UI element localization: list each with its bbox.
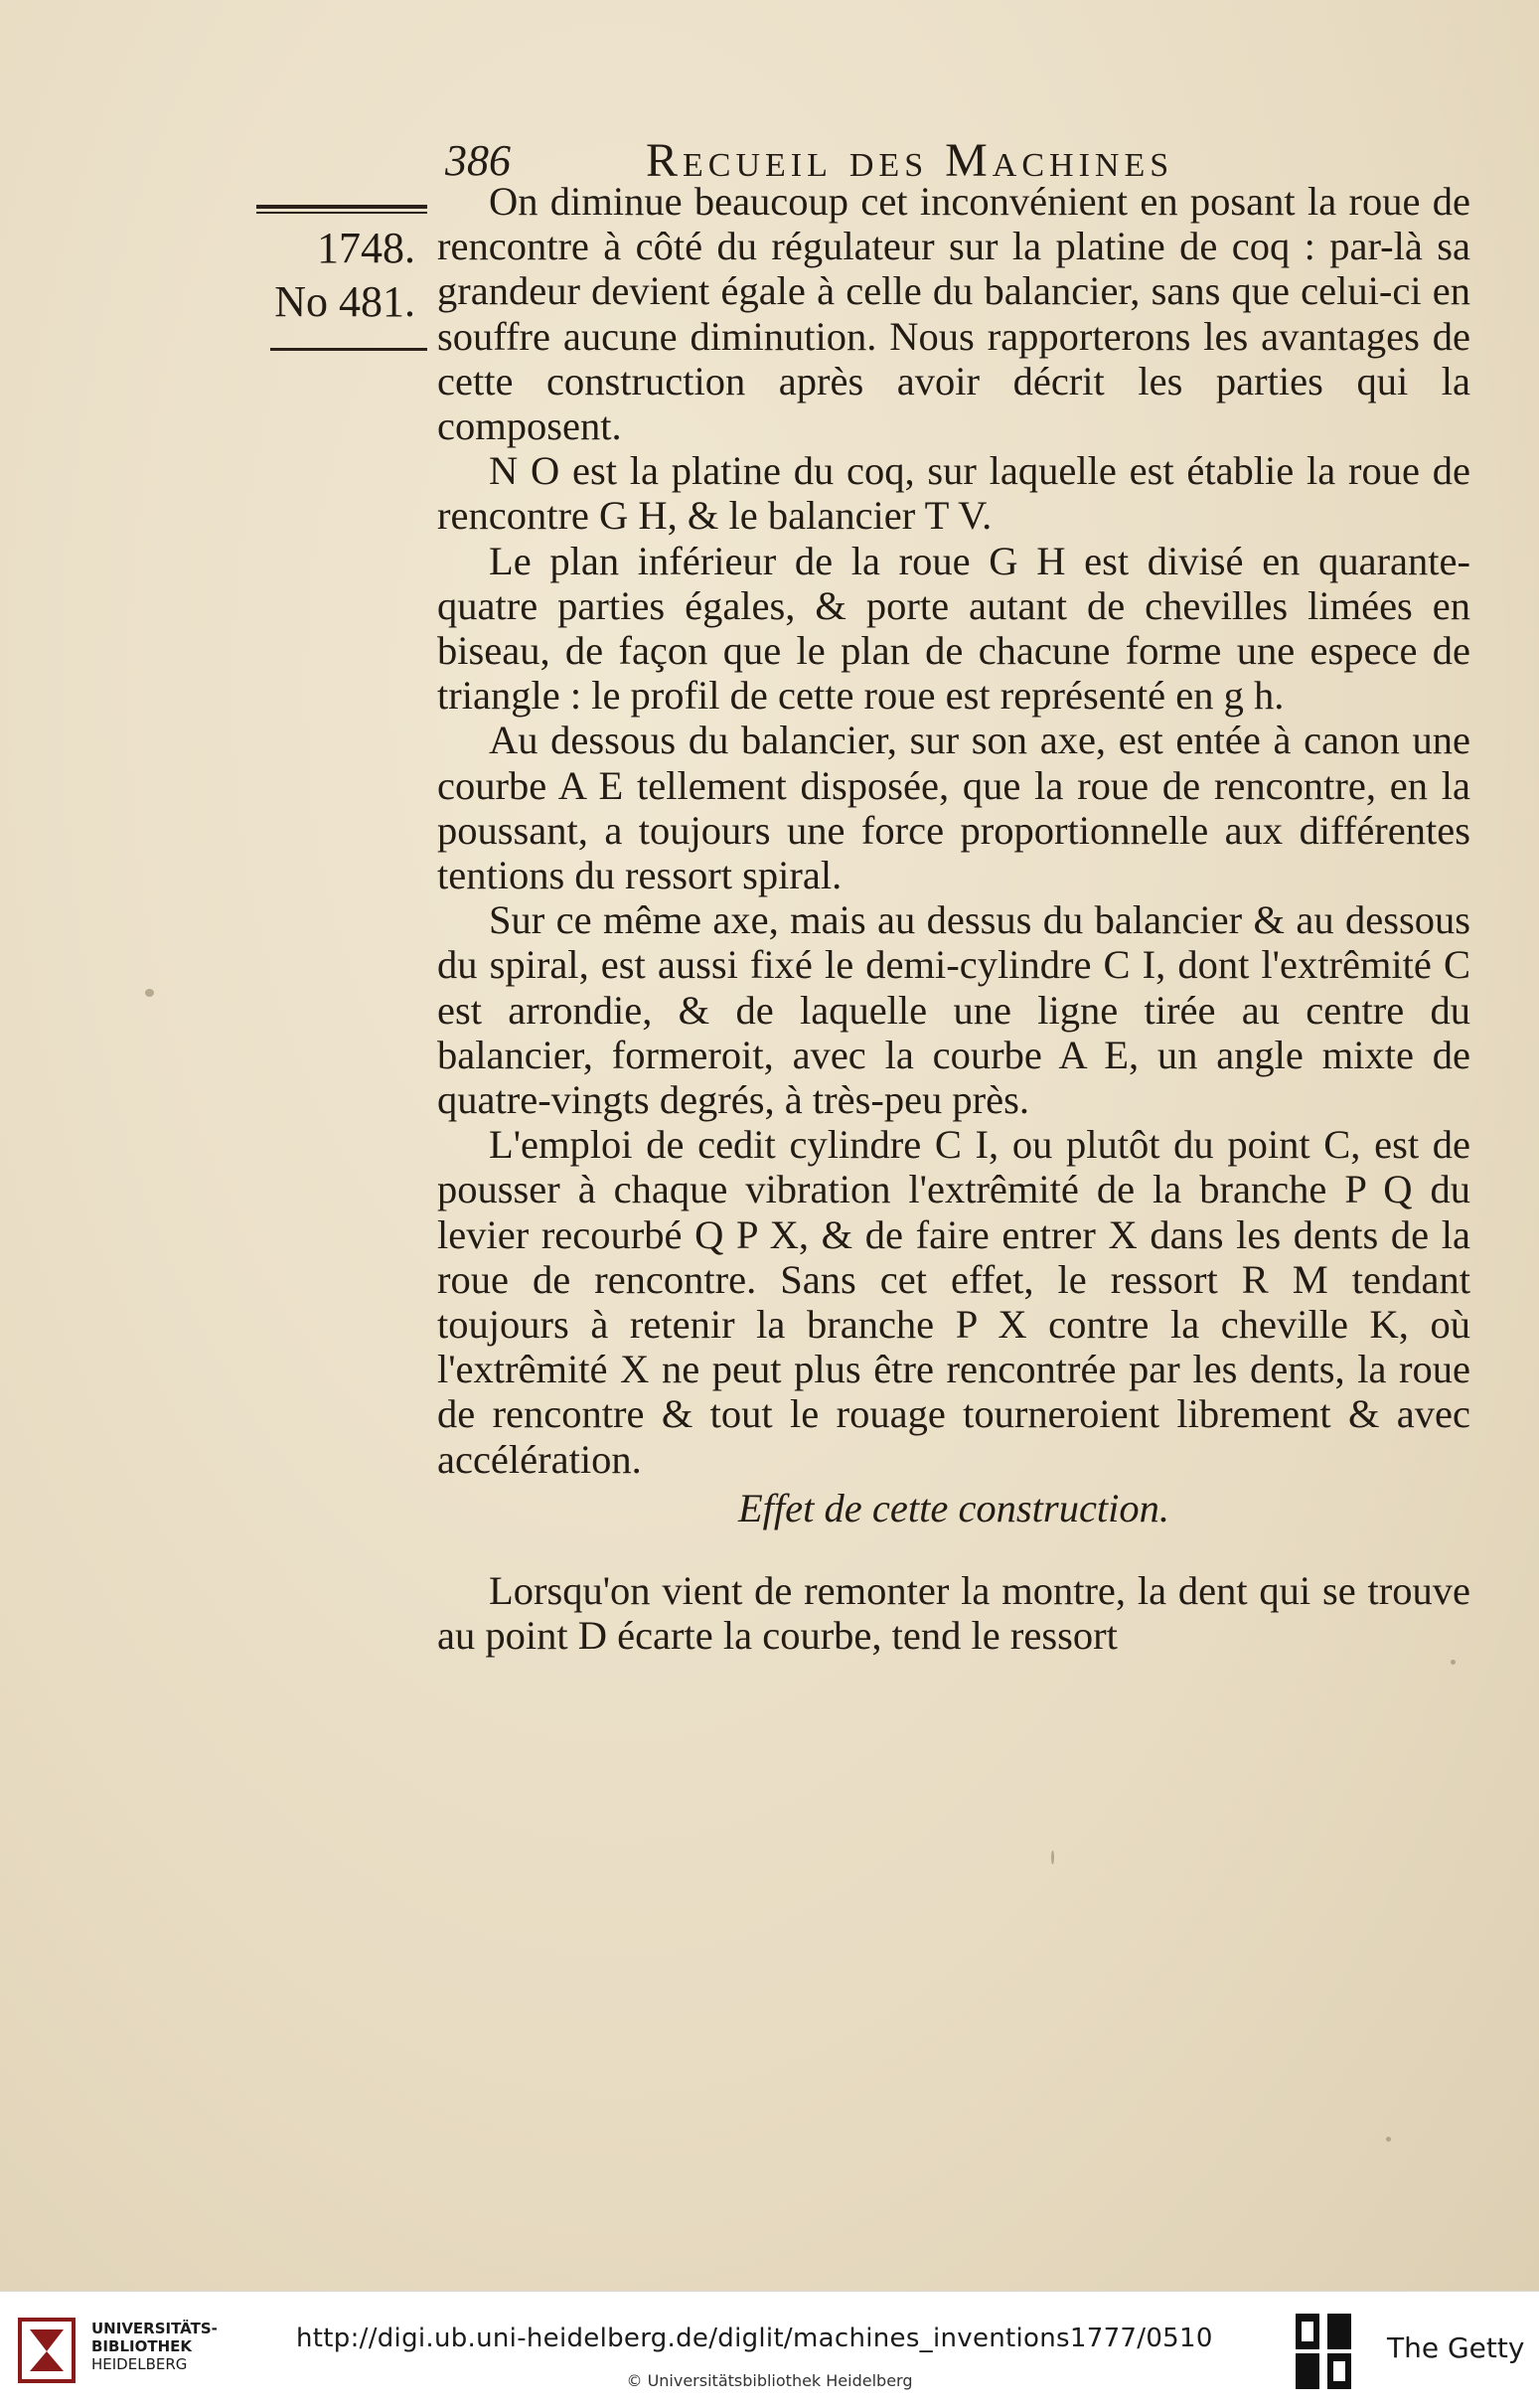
paragraph: Le plan inférieur de la roue G H est divisé en quarante-quatre parties égales, & porte autant de chevilles limées en biseau, de façon que le plan de chacune forme une espece de triangle : le profil de cette roue est représenté en g h.	[437, 538, 1470, 719]
library-name-line: HEIDELBERG	[91, 2355, 188, 2373]
viewer-footer	[0, 2291, 1539, 2408]
body-text	[437, 179, 1470, 1659]
paper-speck	[1386, 2137, 1391, 2142]
library-name-line: BIBLIOTHEK	[91, 2337, 192, 2355]
paragraph: Lorsqu'on vient de remonter la montre, la dent qui se trouve au point D écarte la courbe, tend le ressort	[437, 1568, 1470, 1659]
paragraph: Au dessous du balancier, sur son axe, est entée à canon une courbe A E tellement disposée, que la roue de rencontre, en la poussant, a toujours une force proportionnelle aux différentes tentions du ressort spiral.	[437, 718, 1470, 898]
paper-speck	[1451, 1660, 1456, 1665]
paragraph: On diminue beaucoup cet inconvénient en posant la roue de rencontre à côté du régulateur sur la platine de coq : par-là sa grandeur devient égale à celle du balancier, sans que celui-ci en souffre aucune diminution. Nous rapporterons les avantages de cette construction après avoir décrit les parties qui la composent.	[437, 179, 1470, 449]
margin-rule-bottom	[270, 348, 427, 351]
paragraph: N O est la platine du coq, sur laquelle est établie la roue de rencontre G H, & le balancier T V.	[437, 448, 1470, 539]
margin-rule-top	[256, 205, 427, 209]
paper-speck	[1051, 1850, 1054, 1864]
margin-number: No 481.	[274, 277, 415, 326]
library-name	[91, 2320, 218, 2373]
getty-logo-icon	[1294, 2312, 1353, 2391]
library-name-line: UNIVERSITÄTS-	[91, 2320, 218, 2337]
page-number: 386	[445, 136, 511, 185]
copyright-notice: © Universitätsbibliothek Heidelberg	[626, 2371, 913, 2390]
permalink[interactable]: http://digi.ub.uni-heidelberg.de/diglit/machines_inventions1777/0510	[296, 2324, 1213, 2353]
paragraph: L'emploi de cedit cylindre C I, ou plutôt du point C, est de pousser à chaque vibration l'extrêmité de la branche P Q du levier recourbé Q P X, & de faire entrer X dans les dents de la roue de rencontre. Sans cet effet, le ressort R M tendant toujours à retenir la branche P X contre la cheville K, où l'extrêmité X ne peut plus être rencontrée par les dents, la roue de rencontre & tout le rouage tourneroient librement & avec accélération.	[437, 1122, 1470, 1482]
paper-speck	[145, 989, 154, 997]
margin-rule-top-thin	[256, 212, 427, 214]
getty-label: The Getty	[1387, 2331, 1525, 2364]
paragraph: Sur ce même axe, mais au dessus du balancier & au dessous du spiral, est aussi fixé le demi-cylindre C I, dont l'extrêmité C est arrondie, & de laquelle une ligne tirée au centre du balancier, formeroit, avec la courbe A E, un angle mixte de quatre-vingts degrés, à très-peu près.	[437, 897, 1470, 1123]
running-title: Recueil des Machines	[646, 134, 1174, 187]
section-heading: Effet de cette construction.	[737, 1485, 1170, 1530]
margin-year: 1748.	[317, 224, 415, 272]
